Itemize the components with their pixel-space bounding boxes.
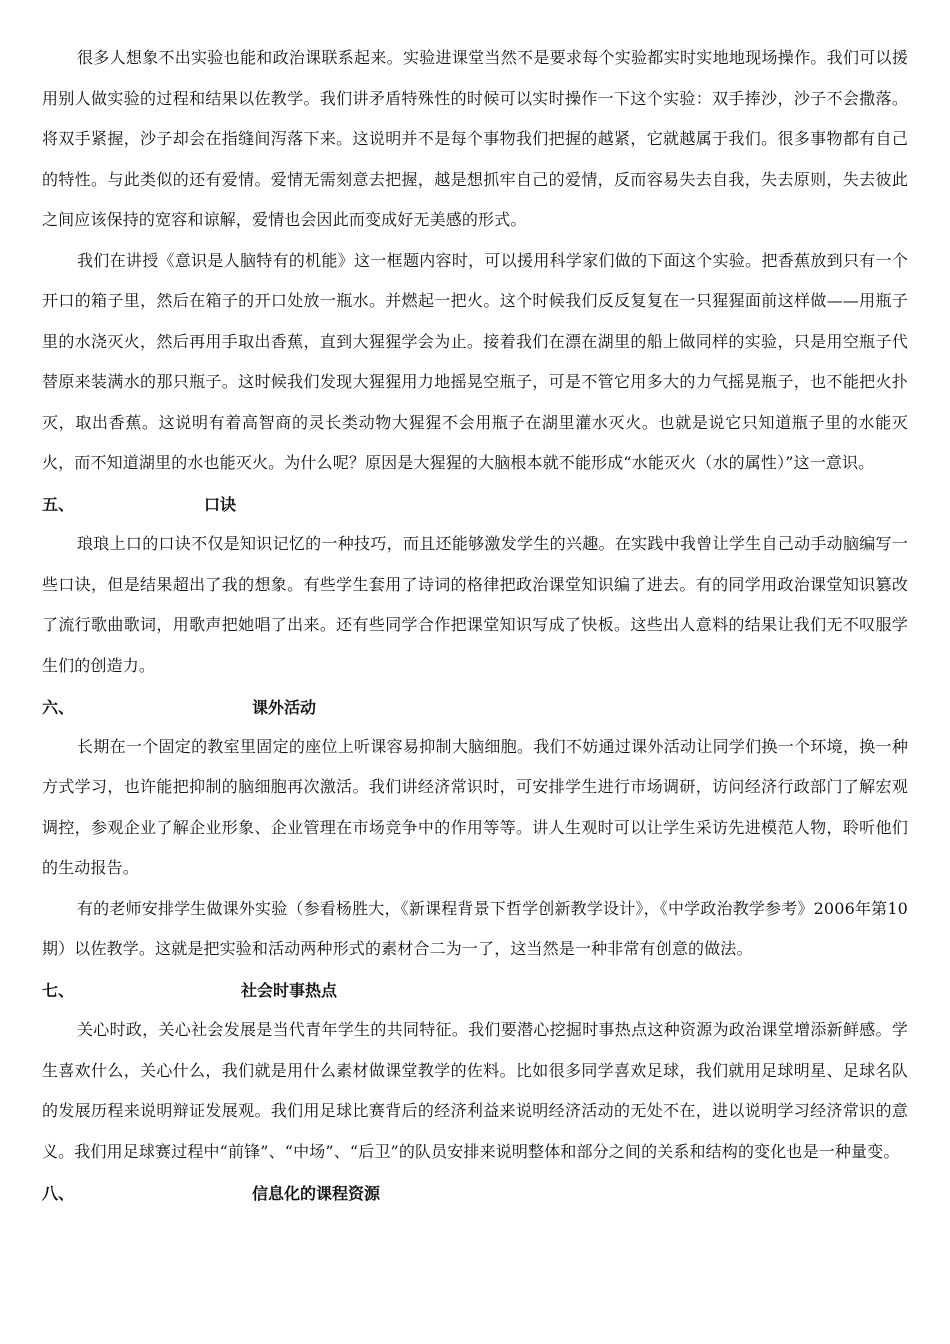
document-page xyxy=(42,38,908,1213)
section-number: 六、 xyxy=(42,697,75,717)
paragraph-experiments: 很多人想象不出实验也能和政治课联系起来。实验进课堂当然不是要求每个实验都实时实地地现场操作。我们可以援用别人做实验的过程和结果以佐教学。我们讲矛盾特殊性的时候可以实时操作一下这个实验：双手捧沙，沙子不会撒落。将双手紧握，沙子却会在指缝间泻落下来。这说明并不是每个事物我们把握的越紧，它就越属于我们。很多事物都有自己的特性。与此类似的还有爱情。爱情无需刻意去把握，越是想抓牢自己的爱情，反而容易失去自我，失去原则，失去彼此之间应该保持的宽容和谅解，爱情也会因此而变成好无美感的形式。 xyxy=(42,48,908,229)
section-heading-8 xyxy=(42,1172,908,1213)
section-number: 七、 xyxy=(42,981,75,1001)
section-heading-7 xyxy=(42,970,908,1011)
paragraph-extracurricular-experiments: 有的老师安排学生做课外实验（参看杨胜大，《新课程背景下哲学创新教学设计》，《中学政治教学参考》2006年第10期）以佐教学。这就是把实验和活动两种形式的素材合二为一了，这当然是一种非常有创意的做法。 xyxy=(42,898,908,958)
paragraph-chimpanzee-experiment: 我们在讲授《意识是人脑特有的机能》这一框题内容时，可以援用科学家们做的下面这个实验。把香蕉放到只有一个开口的箱子里，然后在箱子的开口处放一瓶水。并燃起一把火。这个时候我们反反复复在一只猩猩面前这样做——用瓶子里的水浇灭火，然后再用手取出香蕉，直到大猩猩学会为止。接着我们在漂在湖里的船上做同样的实验，只是用空瓶子代替原来装满水的那只瓶子。这时候我们发现大猩猩用力地摇晃空瓶子，可是不管它用多大的力气摇晃瓶子，也不能把火扑灭，取出香蕉。这说明有着高智商的灵长类动物大猩猩不会用瓶子在湖里灌水灭火。也就是说它只知道瓶子里的水能灭火，而不知道湖里的水也能灭火。为什么呢？原因是大猩猩的大脑根本就不能形成“水能灭火（水的属性）”这一意识。 xyxy=(42,250,908,472)
paragraph-extracurricular: 长期在一个固定的教室里固定的座位上听课容易抑制大脑细胞。我们不妨通过课外活动让同学们换一个环境，换一种方式学习，也许能把抑制的脑细胞再次激活。我们讲经济常识时，可安排学生进行市场调研，访问经济行政部门了解宏观调控，参观企业了解企业形象、企业管理在市场竞争中的作用等等。讲人生观时可以让学生采访先进模范人物，聆听他们的生动报告。 xyxy=(42,736,908,877)
section-title: 信息化的课程资源 xyxy=(252,1183,381,1203)
section-title: 口诀 xyxy=(204,495,237,515)
paragraph-current-events: 关心时政，关心社会发展是当代青年学生的共同特征。我们要潜心挖掘时事热点这种资源为政治课堂增添新鲜感。学生喜欢什么，关心什么，我们就是用什么素材做课堂教学的佐料。比如很多同学喜欢足球，我们就用足球明星、足球名队的发展历程来说明辩证发展观。我们用足球比赛背后的经济利益来说明经济活动的无处不在，进以说明学习经济常识的意义。我们用足球赛过程中“前锋”、“中场”、“后卫”的队员安排来说明整体和部分之间的关系和结构的变化也是一种量变。 xyxy=(42,1020,908,1161)
paragraph-mnemonics: 琅琅上口的口诀不仅是知识记忆的一种技巧，而且还能够激发学生的兴趣。在实践中我曾让学生自己动手动脑编写一些口诀，但是结果超出了我的想象。有些学生套用了诗词的格律把政治课堂知识编了进去。有的同学用政治课堂知识篡改了流行歌曲歌词，用歌声把她唱了出来。还有些同学合作把课堂知识写成了快板。这些出人意料的结果让我们无不叹服学生们的创造力。 xyxy=(42,534,908,675)
section-number: 五、 xyxy=(42,495,75,515)
section-title: 社会时事热点 xyxy=(241,981,338,1001)
section-heading-5 xyxy=(42,484,908,525)
section-title: 课外活动 xyxy=(252,697,317,717)
section-number: 八、 xyxy=(42,1183,75,1203)
section-heading-6 xyxy=(42,686,908,727)
